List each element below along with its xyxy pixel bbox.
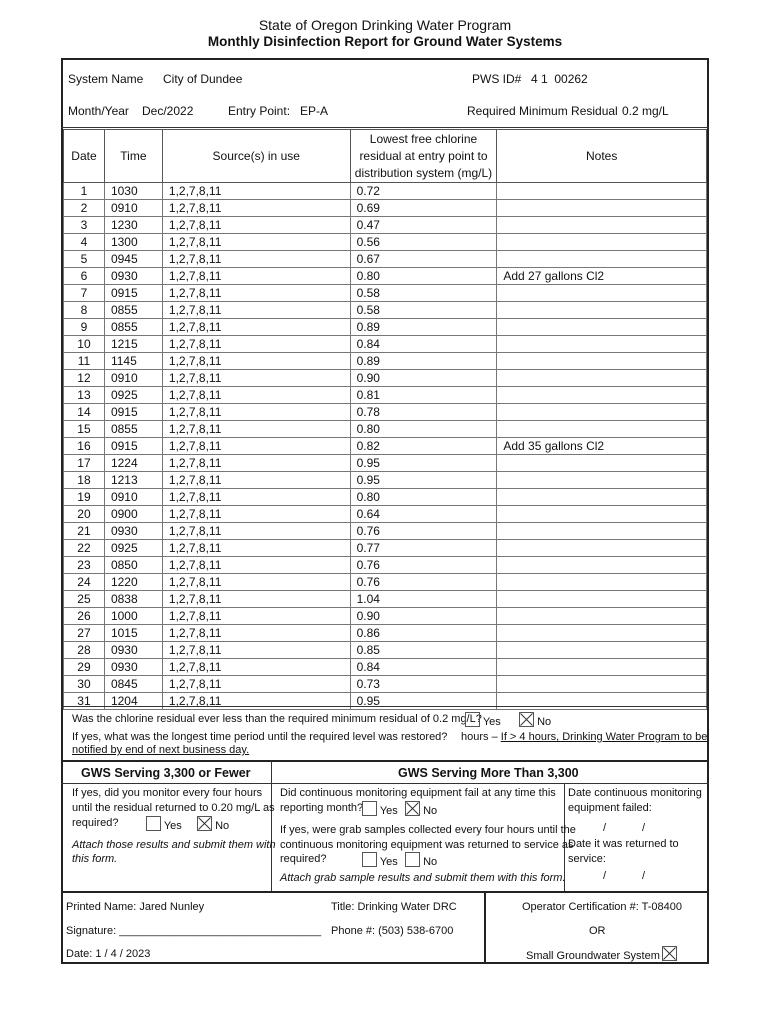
cell-notes bbox=[497, 642, 707, 659]
cell-notes bbox=[497, 336, 707, 353]
cell-sources: 1,2,7,8,11 bbox=[162, 251, 350, 268]
large-q2-line1: If yes, were grab samples collected every four hours until the bbox=[280, 824, 576, 836]
cell-time: 0945 bbox=[104, 251, 162, 268]
cell-sources: 1,2,7,8,11 bbox=[162, 557, 350, 574]
cell-time: 0910 bbox=[104, 370, 162, 387]
form-title: Monthly Disinfection Report for Ground Water Systems bbox=[207, 34, 563, 49]
divider bbox=[272, 783, 709, 784]
cell-notes bbox=[497, 200, 707, 217]
phone-number: Phone #: (503) 538-6700 bbox=[331, 925, 454, 937]
cell-date: 3 bbox=[64, 217, 105, 234]
cell-time: 1204 bbox=[104, 693, 162, 710]
cell-notes bbox=[497, 319, 707, 336]
cell-residual: 0.95 bbox=[350, 455, 497, 472]
column-divider bbox=[271, 761, 272, 892]
cell-notes bbox=[497, 557, 707, 574]
cell-time: 1213 bbox=[104, 472, 162, 489]
cell-residual: 0.47 bbox=[350, 217, 497, 234]
column-divider bbox=[484, 892, 486, 964]
cell-date: 18 bbox=[64, 472, 105, 489]
cell-residual: 0.69 bbox=[350, 200, 497, 217]
cell-date: 5 bbox=[64, 251, 105, 268]
cell-residual: 0.95 bbox=[350, 693, 497, 710]
cell-sources: 1,2,7,8,11 bbox=[162, 574, 350, 591]
cell-date: 22 bbox=[64, 540, 105, 557]
cell-date: 1 bbox=[64, 183, 105, 200]
cell-time: 0855 bbox=[104, 319, 162, 336]
cell-time: 1230 bbox=[104, 217, 162, 234]
cell-time: 1224 bbox=[104, 455, 162, 472]
col-time-header: Time bbox=[104, 130, 162, 183]
month-year-value: Dec/2022 bbox=[142, 104, 194, 118]
cell-notes bbox=[497, 608, 707, 625]
fail-date-slash: / bbox=[642, 822, 646, 834]
large-attach-note: Attach grab sample results and submit them with this form. bbox=[280, 872, 566, 884]
cell-residual: 0.80 bbox=[350, 489, 497, 506]
cell-notes bbox=[497, 251, 707, 268]
no-label: No bbox=[423, 856, 438, 868]
cell-sources: 1,2,7,8,11 bbox=[162, 217, 350, 234]
small-attach-line2: this form. bbox=[72, 853, 118, 865]
cell-residual: 0.72 bbox=[350, 183, 497, 200]
cell-sources: 1,2,7,8,11 bbox=[162, 506, 350, 523]
small-question-line3: required? bbox=[72, 817, 119, 829]
small-groundwater-option bbox=[526, 946, 677, 962]
printed-name: Printed Name: Jared Nunley bbox=[66, 901, 205, 913]
col-residual-header: Lowest free chlorine residual at entry point to distribution system (mg/L) bbox=[350, 130, 497, 183]
cell-sources: 1,2,7,8,11 bbox=[162, 608, 350, 625]
table-row bbox=[64, 183, 707, 200]
table-row bbox=[64, 336, 707, 353]
no-checkbox-checked[interactable] bbox=[519, 712, 534, 727]
small-groundwater-checkbox-checked[interactable] bbox=[662, 946, 677, 961]
system-name-label: System Name bbox=[68, 72, 144, 86]
no-label: No bbox=[215, 820, 230, 832]
divider bbox=[61, 891, 709, 893]
notify-note: If > 4 hours, Drinking Water Program to be bbox=[500, 731, 708, 743]
cell-sources: 1,2,7,8,11 bbox=[162, 370, 350, 387]
table-row bbox=[64, 319, 707, 336]
cell-notes bbox=[497, 234, 707, 251]
cell-date: 12 bbox=[64, 370, 105, 387]
cell-time: 1145 bbox=[104, 353, 162, 370]
cell-sources: 1,2,7,8,11 bbox=[162, 404, 350, 421]
cell-residual: 0.95 bbox=[350, 472, 497, 489]
cell-notes bbox=[497, 183, 707, 200]
large-q2-line2: continuous monitoring equipment was returned to service as bbox=[280, 839, 574, 851]
cell-sources: 1,2,7,8,11 bbox=[162, 302, 350, 319]
cell-time: 0930 bbox=[104, 659, 162, 676]
cell-date: 9 bbox=[64, 319, 105, 336]
cell-time: 0925 bbox=[104, 540, 162, 557]
cell-time: 0910 bbox=[104, 200, 162, 217]
cell-notes bbox=[497, 370, 707, 387]
cell-date: 30 bbox=[64, 676, 105, 693]
cell-date: 6 bbox=[64, 268, 105, 285]
cell-notes: Add 27 gallons Cl2 bbox=[497, 268, 707, 285]
cell-sources: 1,2,7,8,11 bbox=[162, 693, 350, 710]
table-row bbox=[64, 659, 707, 676]
cell-time: 0855 bbox=[104, 302, 162, 319]
cell-residual: 0.84 bbox=[350, 659, 497, 676]
yes-checkbox[interactable] bbox=[146, 816, 161, 831]
cell-sources: 1,2,7,8,11 bbox=[162, 285, 350, 302]
table-row bbox=[64, 506, 707, 523]
cell-date: 20 bbox=[64, 506, 105, 523]
col-sources-header: Source(s) in use bbox=[162, 130, 350, 183]
cell-sources: 1,2,7,8,11 bbox=[162, 336, 350, 353]
cell-sources: 1,2,7,8,11 bbox=[162, 676, 350, 693]
cell-time: 1215 bbox=[104, 336, 162, 353]
cell-time: 0845 bbox=[104, 676, 162, 693]
return-date-line2: service: bbox=[568, 853, 606, 865]
table-row bbox=[64, 285, 707, 302]
cell-notes bbox=[497, 353, 707, 370]
cell-time: 0915 bbox=[104, 404, 162, 421]
cell-notes bbox=[497, 489, 707, 506]
cell-residual: 0.76 bbox=[350, 523, 497, 540]
cell-date: 28 bbox=[64, 642, 105, 659]
cell-notes bbox=[497, 217, 707, 234]
table-row bbox=[64, 540, 707, 557]
cell-sources: 1,2,7,8,11 bbox=[162, 472, 350, 489]
cell-date: 16 bbox=[64, 438, 105, 455]
table-row bbox=[64, 438, 707, 455]
cell-sources: 1,2,7,8,11 bbox=[162, 353, 350, 370]
fail-date-line1: Date continuous monitoring bbox=[568, 787, 702, 799]
table-row bbox=[64, 234, 707, 251]
table-header-row bbox=[64, 130, 707, 183]
operator-title: Title: Drinking Water DRC bbox=[331, 901, 457, 913]
cell-residual: 0.58 bbox=[350, 302, 497, 319]
question-no-option bbox=[519, 712, 551, 728]
divider bbox=[61, 706, 709, 707]
table-row bbox=[64, 608, 707, 625]
cell-notes bbox=[497, 591, 707, 608]
large-q1-yes-option bbox=[362, 801, 398, 817]
cell-residual: 0.90 bbox=[350, 608, 497, 625]
cell-notes bbox=[497, 523, 707, 540]
cell-time: 1015 bbox=[104, 625, 162, 642]
cell-date: 4 bbox=[64, 234, 105, 251]
cell-residual: 0.81 bbox=[350, 387, 497, 404]
yes-checkbox[interactable] bbox=[362, 852, 377, 867]
cell-date: 21 bbox=[64, 523, 105, 540]
cell-notes bbox=[497, 302, 707, 319]
cell-notes bbox=[497, 472, 707, 489]
month-year-label: Month/Year bbox=[68, 104, 129, 118]
system-name-value: City of Dundee bbox=[163, 72, 243, 86]
signature-field[interactable]: Signature: _________________________________ bbox=[66, 925, 322, 937]
form-agency-title: State of Oregon Drinking Water Program bbox=[258, 17, 512, 33]
large-q1-line2: reporting month? bbox=[280, 802, 364, 814]
disinfection-table bbox=[63, 129, 707, 710]
operator-certification: Operator Certification #: T-08400 bbox=[522, 901, 682, 913]
table-row bbox=[64, 523, 707, 540]
no-checkbox-checked[interactable] bbox=[197, 816, 212, 831]
cell-time: 0915 bbox=[104, 285, 162, 302]
cell-time: 0910 bbox=[104, 489, 162, 506]
cell-time: 0930 bbox=[104, 523, 162, 540]
cell-time: 1030 bbox=[104, 183, 162, 200]
cell-residual: 0.64 bbox=[350, 506, 497, 523]
cell-date: 19 bbox=[64, 489, 105, 506]
cell-sources: 1,2,7,8,11 bbox=[162, 387, 350, 404]
cell-date: 31 bbox=[64, 693, 105, 710]
cell-sources: 1,2,7,8,11 bbox=[162, 455, 350, 472]
cell-date: 13 bbox=[64, 387, 105, 404]
divider bbox=[61, 783, 271, 784]
col-notes-header: Notes bbox=[497, 130, 707, 183]
cell-sources: 1,2,7,8,11 bbox=[162, 523, 350, 540]
no-label: No bbox=[423, 805, 438, 817]
no-label: No bbox=[537, 716, 552, 728]
cell-date: 10 bbox=[64, 336, 105, 353]
cell-residual: 1.04 bbox=[350, 591, 497, 608]
table-row bbox=[64, 591, 707, 608]
cell-residual: 0.90 bbox=[350, 370, 497, 387]
cell-date: 27 bbox=[64, 625, 105, 642]
cell-notes bbox=[497, 285, 707, 302]
col-date-header: Date bbox=[64, 130, 105, 183]
small-no-option bbox=[197, 816, 229, 832]
table-row bbox=[64, 200, 707, 217]
cell-time: 0900 bbox=[104, 506, 162, 523]
cell-residual: 0.89 bbox=[350, 319, 497, 336]
cell-residual: 0.84 bbox=[350, 336, 497, 353]
min-residual-value: 0.2 mg/L bbox=[622, 104, 669, 118]
cell-time: 0838 bbox=[104, 591, 162, 608]
table-row bbox=[64, 421, 707, 438]
cell-notes bbox=[497, 421, 707, 438]
cell-date: 29 bbox=[64, 659, 105, 676]
table-row bbox=[64, 574, 707, 591]
cell-sources: 1,2,7,8,11 bbox=[162, 540, 350, 557]
table-row bbox=[64, 251, 707, 268]
cell-sources: 1,2,7,8,11 bbox=[162, 183, 350, 200]
yes-label: Yes bbox=[482, 716, 501, 728]
table-row bbox=[64, 353, 707, 370]
table-row bbox=[64, 268, 707, 285]
or-label: OR bbox=[589, 925, 606, 937]
min-residual-label: Required Minimum Residual bbox=[467, 104, 618, 118]
cell-date: 17 bbox=[64, 455, 105, 472]
cell-date: 15 bbox=[64, 421, 105, 438]
cell-residual: 0.85 bbox=[350, 642, 497, 659]
cell-residual: 0.76 bbox=[350, 574, 497, 591]
cell-notes bbox=[497, 574, 707, 591]
cell-residual: 0.89 bbox=[350, 353, 497, 370]
table-row bbox=[64, 370, 707, 387]
cell-date: 23 bbox=[64, 557, 105, 574]
table-row bbox=[64, 302, 707, 319]
small-attach-line1: Attach those results and submit them with bbox=[72, 839, 276, 851]
cell-sources: 1,2,7,8,11 bbox=[162, 659, 350, 676]
table-row bbox=[64, 625, 707, 642]
cell-notes bbox=[497, 659, 707, 676]
yes-checkbox[interactable] bbox=[465, 712, 480, 727]
cell-sources: 1,2,7,8,11 bbox=[162, 319, 350, 336]
cell-sources: 1,2,7,8,11 bbox=[162, 625, 350, 642]
cell-time: 0850 bbox=[104, 557, 162, 574]
cell-date: 25 bbox=[64, 591, 105, 608]
cell-residual: 0.86 bbox=[350, 625, 497, 642]
table-row bbox=[64, 472, 707, 489]
cell-date: 11 bbox=[64, 353, 105, 370]
cell-notes: Add 35 gallons Cl2 bbox=[497, 438, 707, 455]
cell-notes bbox=[497, 676, 707, 693]
cell-sources: 1,2,7,8,11 bbox=[162, 489, 350, 506]
return-date-line1: Date it was returned to bbox=[568, 838, 679, 850]
hours-unit: hours – bbox=[461, 731, 498, 743]
table-row bbox=[64, 676, 707, 693]
cell-residual: 0.80 bbox=[350, 421, 497, 438]
table-row bbox=[64, 217, 707, 234]
cell-residual: 0.80 bbox=[350, 268, 497, 285]
notify-note-continued: notified by end of next business day. bbox=[72, 744, 250, 756]
cell-residual: 0.56 bbox=[350, 234, 497, 251]
cell-date: 26 bbox=[64, 608, 105, 625]
cell-sources: 1,2,7,8,11 bbox=[162, 642, 350, 659]
table-row bbox=[64, 642, 707, 659]
cell-date: 8 bbox=[64, 302, 105, 319]
hours-label bbox=[461, 731, 707, 743]
cell-time: 1300 bbox=[104, 234, 162, 251]
small-groundwater-label: Small Groundwater System bbox=[526, 950, 660, 962]
return-date-slash: / bbox=[642, 870, 646, 882]
large-system-title: GWS Serving More Than 3,300 bbox=[398, 766, 579, 780]
cell-notes bbox=[497, 387, 707, 404]
cell-residual: 0.58 bbox=[350, 285, 497, 302]
large-q1-no-option bbox=[405, 801, 437, 817]
cell-time: 0930 bbox=[104, 268, 162, 285]
cell-time: 0925 bbox=[104, 387, 162, 404]
cell-residual: 0.67 bbox=[350, 251, 497, 268]
cell-time: 0930 bbox=[104, 642, 162, 659]
cell-time: 1000 bbox=[104, 608, 162, 625]
cell-time: 1220 bbox=[104, 574, 162, 591]
cell-sources: 1,2,7,8,11 bbox=[162, 268, 350, 285]
small-yes-option bbox=[146, 816, 182, 832]
yes-label: Yes bbox=[379, 856, 398, 868]
yes-label: Yes bbox=[379, 805, 398, 817]
small-system-title: GWS Serving 3,300 or Fewer bbox=[81, 766, 251, 780]
small-question-line1: If yes, did you monitor every four hours bbox=[72, 787, 263, 799]
signed-date: Date: 1 / 4 / 2023 bbox=[66, 948, 151, 960]
cell-sources: 1,2,7,8,11 bbox=[162, 234, 350, 251]
cell-residual: 0.78 bbox=[350, 404, 497, 421]
fail-date-line2: equipment failed: bbox=[568, 802, 652, 814]
pws-id-label: PWS ID# bbox=[472, 72, 522, 86]
cell-residual: 0.73 bbox=[350, 676, 497, 693]
cell-sources: 1,2,7,8,11 bbox=[162, 421, 350, 438]
cell-notes bbox=[497, 455, 707, 472]
cell-residual: 0.82 bbox=[350, 438, 497, 455]
cell-residual: 0.76 bbox=[350, 557, 497, 574]
question-below-minimum: Was the chlorine residual ever less than the required minimum residual of 0.2 mg/L? bbox=[72, 713, 482, 725]
cell-time: 0855 bbox=[104, 421, 162, 438]
return-date-slash: / bbox=[603, 870, 607, 882]
table-row bbox=[64, 455, 707, 472]
no-checkbox-checked[interactable] bbox=[405, 801, 420, 816]
small-question-line2: until the residual returned to 0.20 mg/L as bbox=[72, 802, 275, 814]
large-q2-line3: required? bbox=[280, 853, 327, 865]
cell-date: 24 bbox=[64, 574, 105, 591]
cell-sources: 1,2,7,8,11 bbox=[162, 591, 350, 608]
cell-notes bbox=[497, 404, 707, 421]
yes-checkbox[interactable] bbox=[362, 801, 377, 816]
question-yes-option bbox=[465, 712, 501, 728]
divider bbox=[61, 127, 709, 128]
cell-date: 7 bbox=[64, 285, 105, 302]
table-row bbox=[64, 387, 707, 404]
large-q1-line1: Did continuous monitoring equipment fail at any time this bbox=[280, 787, 556, 799]
entry-point-label: Entry Point: bbox=[228, 104, 291, 118]
cell-notes bbox=[497, 506, 707, 523]
cell-sources: 1,2,7,8,11 bbox=[162, 200, 350, 217]
cell-date: 2 bbox=[64, 200, 105, 217]
fail-date-slash: / bbox=[603, 822, 607, 834]
cell-sources: 1,2,7,8,11 bbox=[162, 438, 350, 455]
no-checkbox[interactable] bbox=[405, 852, 420, 867]
large-q2-no-option bbox=[405, 852, 437, 868]
cell-notes bbox=[497, 540, 707, 557]
divider bbox=[61, 760, 709, 762]
cell-notes bbox=[497, 625, 707, 642]
yes-label: Yes bbox=[163, 820, 182, 832]
table-row bbox=[64, 489, 707, 506]
large-q2-yes-option bbox=[362, 852, 398, 868]
cell-time: 0915 bbox=[104, 438, 162, 455]
cell-residual: 0.77 bbox=[350, 540, 497, 557]
cell-date: 14 bbox=[64, 404, 105, 421]
question-longest-period: If yes, what was the longest time period until the required level was restored? bbox=[72, 731, 448, 743]
table-row bbox=[64, 557, 707, 574]
entry-point-value: EP-A bbox=[300, 104, 329, 118]
pws-id-value: 4 1 00262 bbox=[531, 72, 588, 86]
table-row bbox=[64, 404, 707, 421]
